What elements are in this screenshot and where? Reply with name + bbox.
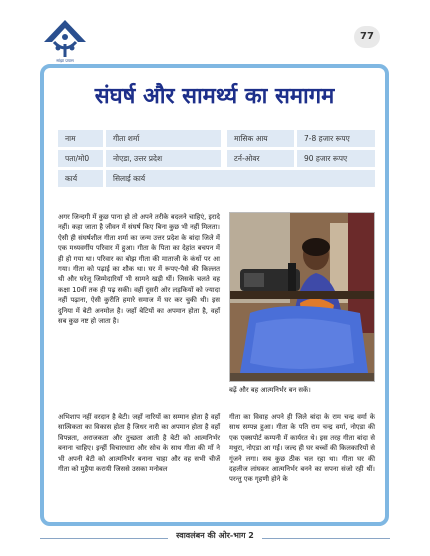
- info-row-name: [58, 130, 375, 147]
- name-value: गीता शर्मा: [106, 130, 221, 147]
- page-title: संघर्ष और सामर्थ्य का समागम: [94, 83, 335, 109]
- photo-caption: बढ़ें और बह आत्मनिर्भर बन सकें।: [229, 386, 311, 394]
- income-value: 7-8 हजार रूपए: [297, 130, 375, 147]
- address-label: पता/मो0: [58, 150, 103, 167]
- article-column-left: [58, 212, 220, 330]
- income-label: मासिक आय: [227, 130, 294, 147]
- info-row-address: [58, 150, 375, 167]
- turnover-value: 90 हजार रूपए: [297, 150, 375, 167]
- ngo-logo-icon: [40, 18, 90, 60]
- article-paragraph: गीता का विवाह अपने ही जिले बांदा के राम चन्द्र वर्मा के साथ सम्पन्न हुआ। गीता के पति राम चन्द्र वर्मा, नोएडा की एक एक्सपोर्ट कम्पनी में कार्यरत थे। इस तरह गीता बांदा से मथुरा, नोएडा आ गईं। जल्द ही घर बच्चों की किलकारियों से गूंजने लगा। सब कुछ ठीक चल रहा था। गीता घर की दहलीज लांघकर आत्मनिर्भर बनने का सपना संजो रही थीं। परन्तु एक गृहणी होने के: [229, 413, 375, 484]
- article-paragraph: अभिशाप नहीं वरदान है बेटी। जहाँ नारियों का सम्मान होता है वहाँ सात्विकता का विकास होता है जिधर नारी का अपमान होता है वहाँ विपन्नता, अराजकता और तुच्छता आती है बेटी को आत्मनिर्भर बनाना चाहिए। इन्हीं विचारधारा और सोच के साथ गीता की माँ ने भी अपनी बेटी को आत्मनिर्भर बनाना चाहा और वह सभी चीजें गीता को मुहैया करायी जिससे उसका मनोबल: [58, 413, 220, 474]
- info-table: [58, 130, 375, 190]
- turnover-label: टर्न-ओवर: [227, 150, 294, 167]
- info-row-work: [58, 170, 375, 187]
- address-value: नोएडा, उत्तर प्रदेश: [106, 150, 221, 167]
- logo-caption: सांझा प्रयास: [56, 58, 74, 63]
- footer-text: स्वावलंबन की ओर-भाग 2: [168, 531, 262, 540]
- sewing-machine-photo: [229, 212, 375, 382]
- article-paragraph: अगर जिन्दगी में कुछ पाना हो तो अपने तरीके बदलने चाहिएं, इरादे नहीं। कहा जाता है जीवन में संघर्ष किए बिना कुछ भी नहीं मिलता। ऐसी ही संघर्षशील गीता शर्मा का जन्म उत्तर प्रदेश के बांदा जिले में एक मध्यवर्गीय परिवार में हुआ। गीता के पिता का देहांत बचपन में ही हो गया था। परिवार का बोझ गीता की माताजी के कंधों पर आ गया। गीता को पढ़ाई का शौक था। घर में रूपए-पैसे की किल्लत थी और घरेलू जिम्मेदारियाँ भी सामने खड़ी थीं। जिसके चलते वह कक्षा 10वीं तक ही पढ़ सकी। वहीं दूसरी ओर लड़कियों को ज्यादा नहीं पढ़ाना, ऐसी कुरीति हमारे समाज में घर कर चुकी थी। इस दुनिया में बेटी अनमोल है। जहाँ बेटियों का अपमान होता है, वहाँ सब कुछ नष्ट हो जाता है।: [58, 213, 220, 326]
- work-label: कार्य: [58, 170, 103, 187]
- work-value: सिलाई कार्य: [106, 170, 375, 187]
- name-label: नाम: [58, 130, 103, 147]
- page-footer: [0, 526, 430, 556]
- article-column-left-lower: [58, 412, 220, 478]
- article-column-right-lower: [229, 412, 375, 489]
- footer-text-wrap: [0, 530, 430, 541]
- page-number: 77: [354, 26, 380, 48]
- article-frame: [40, 64, 389, 526]
